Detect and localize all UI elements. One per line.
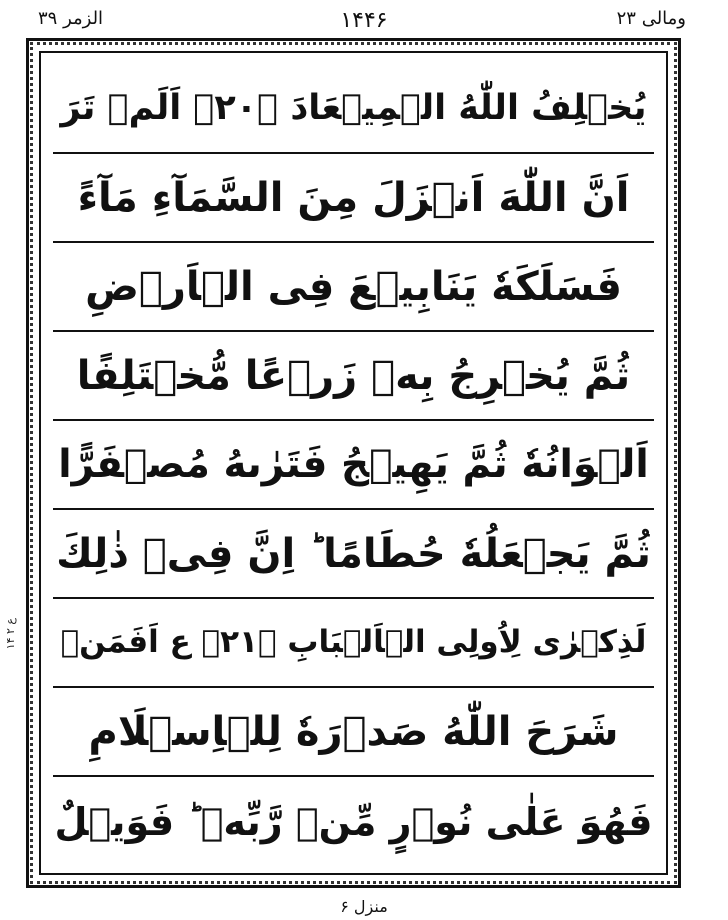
ruku-margin-mark: ع ۲ ۱۴ [4, 618, 17, 650]
verse-line-text: فَسَلَكَهٗ يَنَابِيۡعَ فِى الۡاَرۡضِ [85, 263, 622, 310]
verse-line-text: اَلۡوَانُهٗ ثُمَّ يَهِيۡجُ فَتَرٰٮهُ مُصۡفَرًّا [58, 442, 649, 487]
verse-lines [53, 65, 654, 861]
verse-line [53, 65, 654, 154]
text-frame [39, 51, 668, 875]
verse-line [53, 599, 654, 688]
verse-line [53, 421, 654, 510]
verse-line-text: ثُمَّ يُخۡرِجُ بِهٖ زَرۡعًا مُّخۡتَلِفًا [76, 352, 631, 399]
manzil-footer: منزل ۶ [340, 897, 388, 916]
verse-line [53, 243, 654, 332]
para-name: ومالی ۲۳ [616, 8, 686, 29]
verse-line-text: فَهُوَ عَلٰى نُوۡرٍ مِّنۡ رَّبِّهٖ ؕ فَوَيۡلٌ [54, 799, 653, 844]
verse-line [53, 510, 654, 599]
page-border [26, 38, 681, 888]
page-number: ۱۴۴۶ [340, 8, 388, 33]
verse-line-text: يُخۡلِفُ اللّٰهُ الۡمِيۡعَادَ ﴿۲۰﴾ اَلَمۡ تَرَ [60, 88, 647, 128]
verse-line-text: اَنَّ اللّٰهَ اَنۡزَلَ مِنَ السَّمَآءِ مَآءً [77, 174, 630, 221]
verse-line-text: لَذِكۡرٰى لِاُولِى الۡاَلۡبَابِ ﴿۲۱﴾ ع اَفَمَنۡ [60, 624, 647, 660]
verse-line [53, 154, 654, 243]
verse-line [53, 777, 654, 866]
verse-line [53, 332, 654, 421]
surah-name: الزمر ۳۹ [38, 8, 104, 29]
verse-line [53, 688, 654, 777]
verse-line-text: شَرَحَ اللّٰهُ صَدۡرَهٗ لِلۡاِسۡلَامِ [88, 708, 619, 755]
verse-line-text: ثُمَّ يَجۡعَلُهٗ حُطَامًا ؕ اِنَّ فِىۡ ذٰلِكَ [56, 530, 651, 577]
